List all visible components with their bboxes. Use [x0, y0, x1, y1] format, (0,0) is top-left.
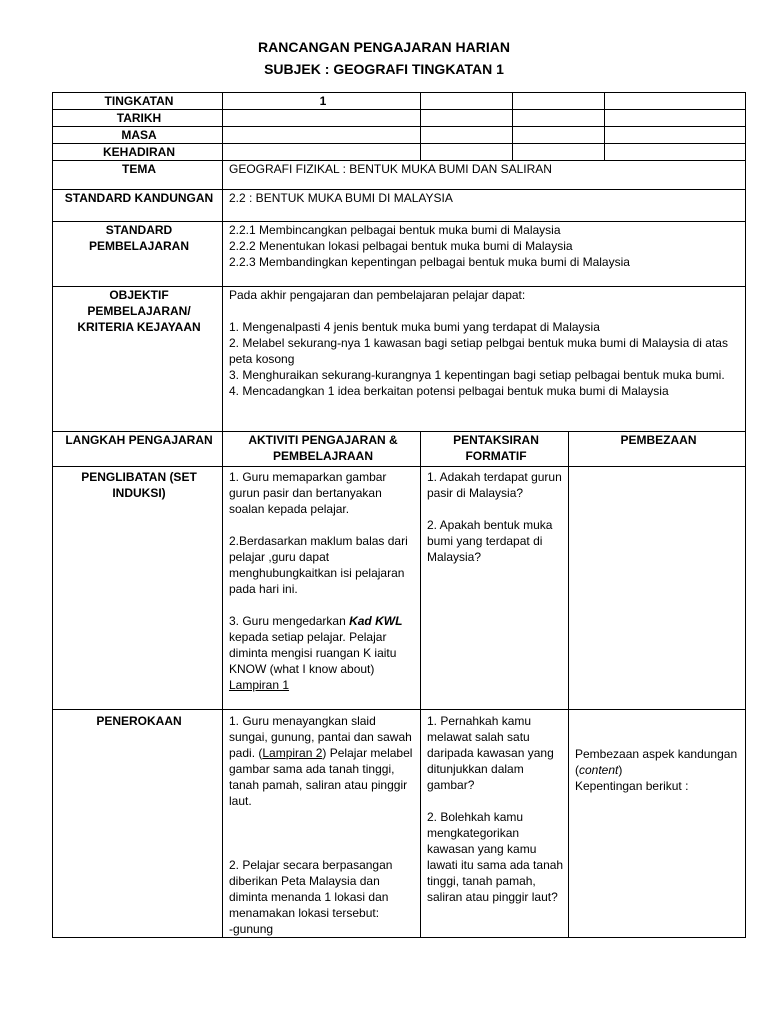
sp-label-line: PEMBELAJARAN	[88, 239, 189, 253]
kehadiran-label: KEHADIRAN	[53, 144, 223, 161]
row-tema	[53, 161, 746, 190]
objektif-intro: Pada akhir pengajaran dan pembelajaran pelajar dapat:	[229, 288, 526, 302]
objektif-item: 4. Mencadangkan 1 idea berkaitan potensi pelbagai bentuk muka bumi di Malaysia	[229, 384, 669, 398]
masa-value	[223, 127, 421, 144]
row-tarikh	[53, 110, 746, 127]
pembezaan-header: PEMBEZAAN	[569, 432, 746, 467]
diff-emphasis: content	[579, 763, 619, 777]
cell-blank	[513, 144, 605, 161]
cell-blank	[421, 127, 513, 144]
cell-blank	[605, 144, 746, 161]
aktiviti-header	[223, 432, 421, 467]
cell-blank	[513, 110, 605, 127]
penerokaan-pembezaan	[569, 710, 746, 938]
aktiviti-header-line: AKTIVITI PENGAJARAN &	[248, 433, 398, 447]
pembezaan-text: Kepentingan berikut :	[575, 779, 689, 793]
act-text: kepada setiap pelajar. Pelajar diminta mengisi ruangan K iaitu KNOW (what I know about)	[229, 630, 397, 676]
objektif-item: 3. Menghuraikan sekurang-kurangnya 1 kepentingan bagi setiap pelbagai bentuk muka bumi.	[229, 368, 725, 382]
tarikh-value	[223, 110, 421, 127]
objektif-item: 2. Melabel sekurang-nya 1 kawasan bagi setiap pelbgai bentuk muka bumi di Malaysia di atas peta kosong	[229, 336, 728, 366]
induksi-question: 2. Apakah bentuk muka bumi yang terdapat di Malaysia?	[427, 518, 553, 564]
tarikh-label: TARIKH	[53, 110, 223, 127]
induksi-label-line: INDUKSI)	[112, 486, 166, 500]
sp-label	[53, 222, 223, 287]
penerokaan-question: 1. Pernahkah kamu melawat salah satu daripada kawasan yang ditunjukkan dalam gambar?	[427, 714, 554, 792]
diff-text: Pembezaan aspek kandungan (	[575, 747, 738, 777]
penerokaan-label: PENEROKAAN	[53, 710, 223, 938]
induksi-aktiviti	[223, 467, 421, 710]
kehadiran-value	[223, 144, 421, 161]
sp-item: 2.2.2 Menentukan lokasi pelbagai bentuk muka bumi di Malaysia	[229, 239, 573, 253]
induksi-label-line: PENGLIBATAN (SET	[81, 470, 197, 484]
sp-item: 2.2.1 Membincangkan pelbagai bentuk muka bumi di Malaysia	[229, 223, 561, 237]
row-penerokaan	[53, 710, 746, 938]
induksi-pentaksiran	[421, 467, 569, 710]
penerokaan-aktiviti	[223, 710, 421, 938]
cell-blank	[513, 93, 605, 110]
row-tingkatan	[53, 93, 746, 110]
objektif-label	[53, 287, 223, 432]
act-text: 3. Guru mengedarkan	[229, 614, 350, 628]
aktiviti-header-line: PEMBELAJRAAN	[272, 449, 373, 463]
induksi-act: 1. Guru memaparkan gambar gurun pasir dan bertanyakan soalan kepada pelajar.	[229, 470, 387, 516]
sp-value	[223, 222, 746, 287]
cell-blank	[605, 127, 746, 144]
act-text: 1. Guru menayangkan slaid sungai, gunung, pantai dan sawah padi. (	[229, 714, 412, 760]
induksi-act	[229, 613, 417, 677]
objektif-item: 1. Mengenalpasti 4 jenis bentuk muka bumi yang terdapat di Malaysia	[229, 320, 600, 334]
pentaksiran-header	[421, 432, 569, 467]
tema-value: GEOGRAFI FIZIKAL : BENTUK MUKA BUMI DAN SALIRAN	[223, 161, 746, 190]
sk-value: 2.2 : BENTUK MUKA BUMI DI MALAYSIA	[223, 190, 746, 222]
induksi-pembezaan	[569, 467, 746, 710]
induksi-act: 2.Berdasarkan maklum balas dari pelajar ,guru dapat menghubungkaitkan isi pelajaran pada hari ini.	[229, 534, 408, 596]
page-subtitle: SUBJEK : GEOGRAFI TINGKATAN 1	[264, 61, 504, 77]
masa-label: MASA	[53, 127, 223, 144]
penerokaan-question: 2. Bolehkah kamu mengkategorikan kawasan yang kamu lawati itu sama ada tanah tinggi, tanah pamah, saliran atau pinggir laut?	[427, 810, 564, 904]
diff-text: )	[618, 763, 623, 777]
row-standard-pembelajaran	[53, 222, 746, 287]
tingkatan-value: 1	[223, 93, 421, 110]
cell-blank	[421, 93, 513, 110]
sp-item: 2.2.3 Membandingkan kepentingan pelbagai bentuk muka bumi di Malaysia	[229, 255, 630, 269]
penerokaan-pentaksiran	[421, 710, 569, 938]
row-steps-header	[53, 432, 746, 467]
pembezaan-text	[575, 746, 742, 778]
tingkatan-label: TINGKATAN	[53, 93, 223, 110]
objektif-label-line: OBJEKTIF	[109, 288, 169, 302]
cell-blank	[421, 144, 513, 161]
page-title: RANCANGAN PENGAJARAN HARIAN	[257, 39, 510, 55]
lesson-plan-table	[52, 92, 746, 938]
lampiran-1-link[interactable]: Lampiran 1	[229, 678, 290, 692]
sk-label: STANDARD KANDUNGAN	[53, 190, 223, 222]
row-masa	[53, 127, 746, 144]
pentaksiran-header-line: FORMATIF	[465, 449, 527, 463]
cell-blank	[421, 110, 513, 127]
row-kehadiran	[53, 144, 746, 161]
penerokaan-act-item: -gunung	[229, 922, 274, 936]
act-emphasis: Kad KWL	[349, 614, 403, 628]
induksi-label	[53, 467, 223, 710]
cell-blank	[513, 127, 605, 144]
sp-label-line: STANDARD	[105, 223, 173, 237]
penerokaan-act	[229, 713, 417, 809]
lampiran-2-link[interactable]: Lampiran 2	[262, 746, 323, 760]
cell-blank	[605, 93, 746, 110]
objektif-value	[223, 287, 746, 432]
tema-label: TEMA	[53, 161, 223, 190]
penerokaan-act: 2. Pelajar secara berpasangan diberikan Peta Malaysia dan diminta menanda 1 lokasi dan menamakan lokasi tersebut:	[229, 858, 393, 920]
row-standard-kandungan	[53, 190, 746, 222]
pentaksiran-header-line: PENTAKSIRAN	[453, 433, 539, 447]
row-induksi	[53, 467, 746, 710]
act-text: ) Pelajar melabel gambar sama ada tanah tinggi, tanah pamah, saliran atau pinggir laut.	[229, 746, 413, 808]
cell-blank	[605, 110, 746, 127]
row-objektif	[53, 287, 746, 432]
objektif-label-line: PEMBELAJARAN/	[87, 304, 191, 318]
induksi-question: 1. Adakah terdapat gurun pasir di Malaysia?	[427, 470, 562, 500]
langkah-header: LANGKAH PENGAJARAN	[53, 432, 223, 467]
objektif-label-line: KRITERIA KEJAYAAN	[77, 320, 201, 334]
